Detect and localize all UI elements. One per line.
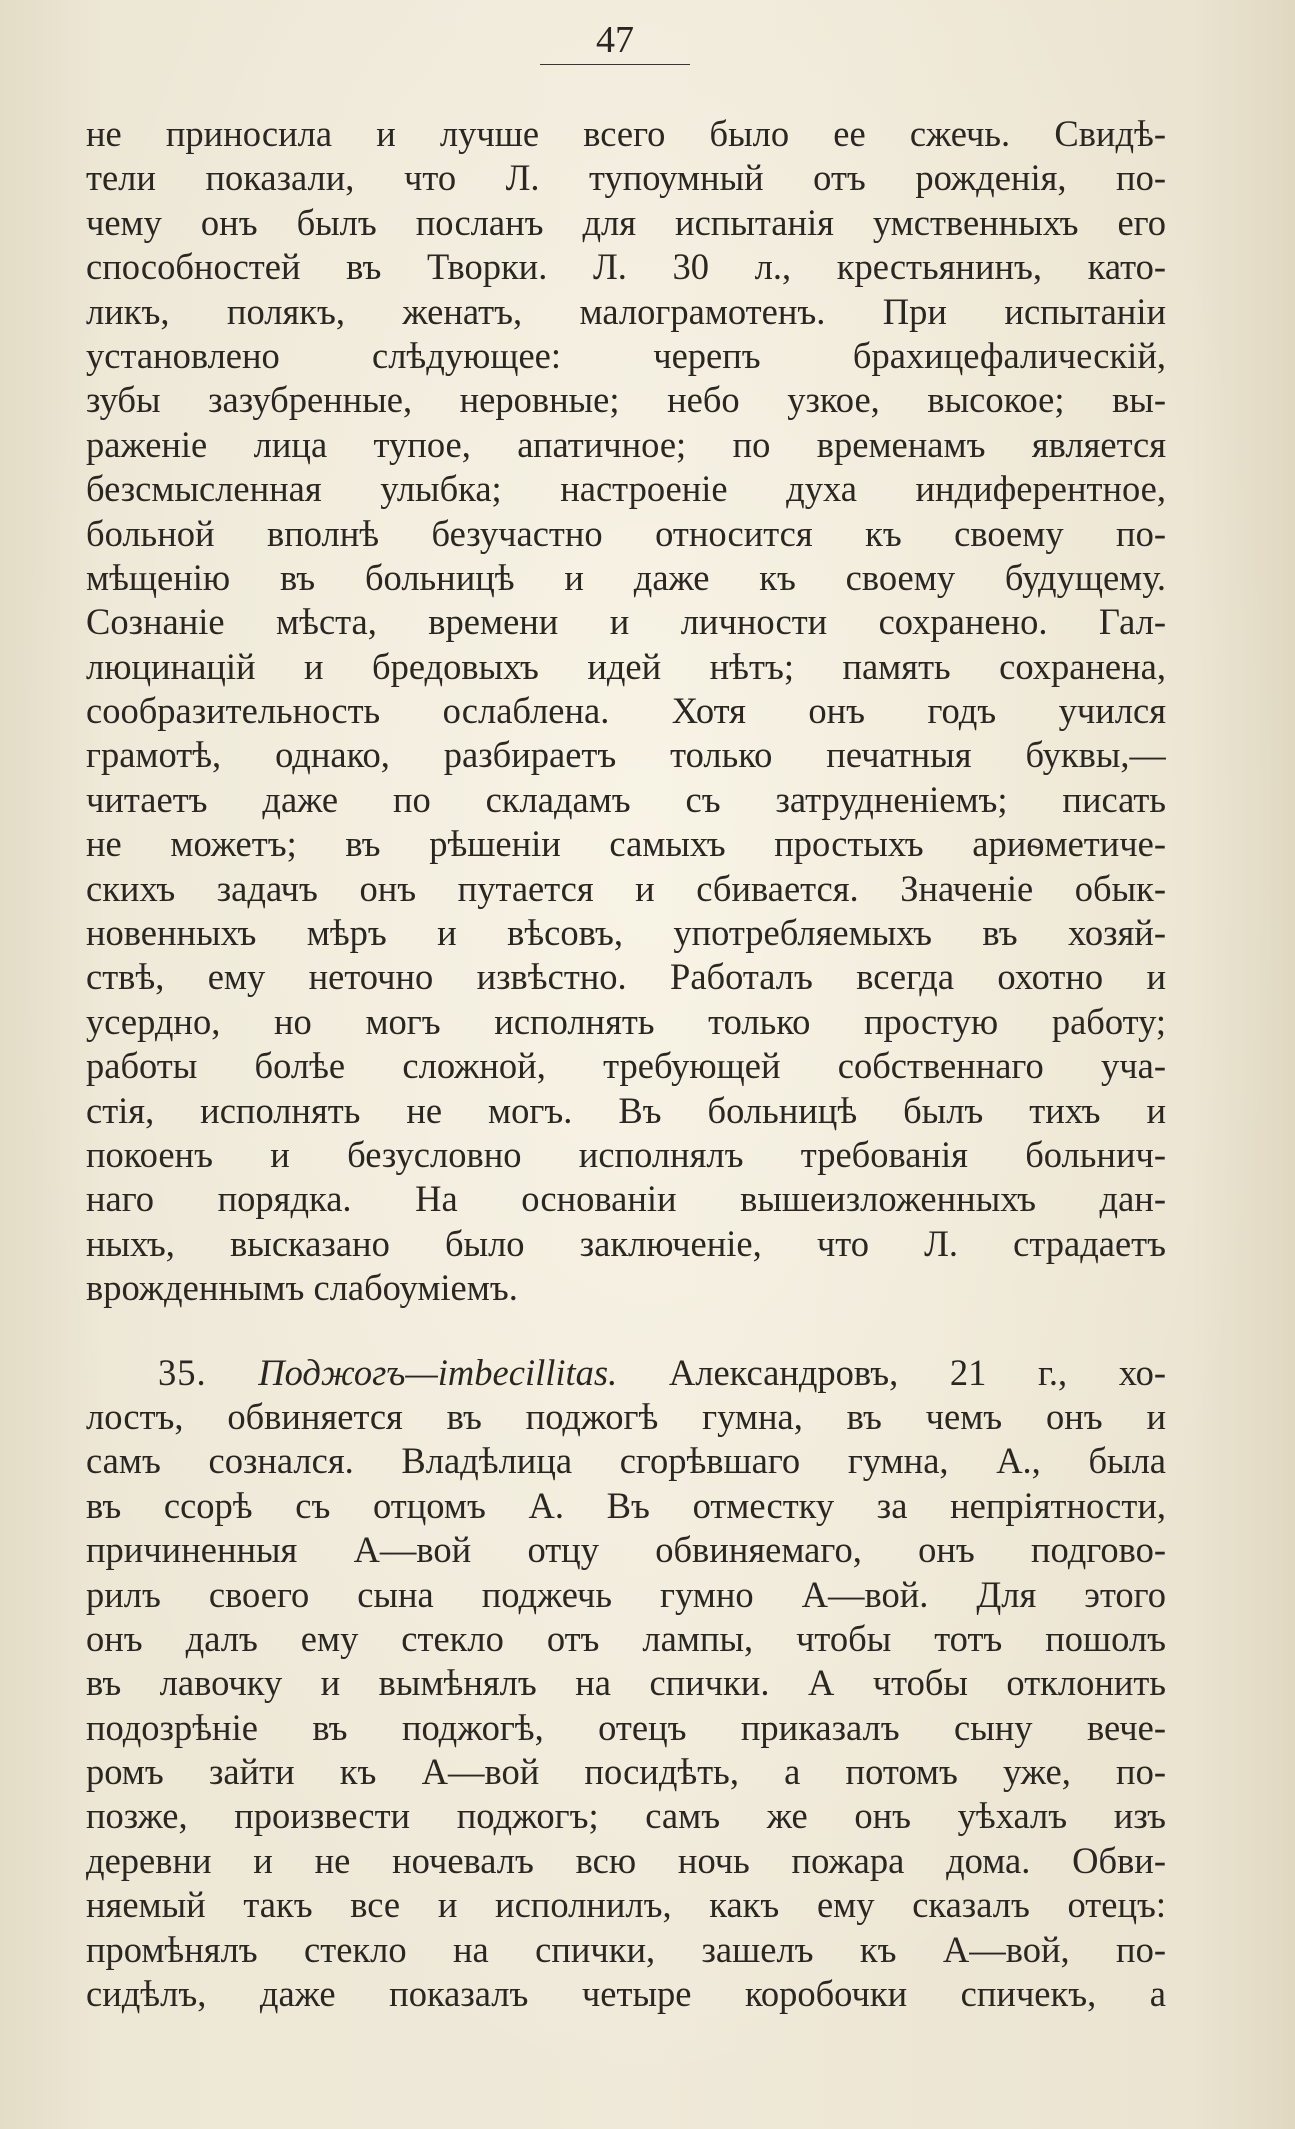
text-line: сидѣлъ, даже показалъ четыре коробочки спичекъ, а [86, 1973, 1166, 2015]
body-text [86, 112, 1166, 2016]
text-line: ромъ зайти къ А—вой посидѣть, а потомъ уже, по- [86, 1751, 1166, 1793]
text-line: въ ссорѣ съ отцомъ А. Въ отместку за непріятности, [86, 1484, 1166, 1526]
text-line: врожденнымъ слабоуміемъ. [86, 1267, 518, 1309]
text-line: подозрѣніе въ поджогѣ, отецъ приказалъ сыну вече- [86, 1706, 1166, 1748]
text-line: позже, произвести поджогъ; самъ же онъ уѣхалъ изъ [86, 1795, 1166, 1837]
text-line: самъ сознался. Владѣлица сгорѣвшаго гумна, А., была [86, 1440, 1166, 1482]
text-line: онъ далъ ему стекло отъ лампы, чтобы тотъ пошолъ [86, 1617, 1166, 1659]
text-line: люцинацій и бредовыхъ идей нѣтъ; память сохранена, [86, 645, 1166, 687]
text-line: безсмысленная улыбка; настроеніе духа индиферентное, [86, 468, 1166, 510]
text-line: ствѣ, ему неточно извѣстно. Работалъ всегда охотно и [86, 956, 1166, 998]
text-line: рилъ своего сына поджечь гумно А—вой. Для этого [86, 1573, 1166, 1615]
text-line: лостъ, обвиняется въ поджогѣ гумна, въ чемъ онъ и [86, 1395, 1166, 1437]
text-line: не можетъ; въ рѣшеніи самыхъ простыхъ ариѳметиче- [86, 823, 1166, 865]
paragraph-continued [86, 112, 1166, 1311]
text-line: работы болѣе сложной, требующей собственнаго уча- [86, 1045, 1166, 1087]
text-line: тели показали, что Л. тупоумный отъ рожденія, по- [86, 157, 1166, 199]
text-line: сообразительность ослаблена. Хотя онъ годъ учился [86, 690, 1166, 732]
case-heading-line [86, 1351, 1166, 1395]
text-line: чему онъ былъ посланъ для испытанія умственныхъ его [86, 201, 1166, 243]
text-line: установлено слѣдующее: черепъ брахицефалическій, [86, 334, 1166, 376]
text-line: ныхъ, высказано было заключеніе, что Л. страдаетъ [86, 1222, 1166, 1264]
text-line: грамотѣ, однако, разбираетъ только печатныя буквы,— [86, 734, 1166, 776]
text-line: не приносила и лучше всего было ее сжечь. Свидѣ- [86, 113, 1166, 154]
text-line: стія, исполнять не могъ. Въ больницѣ былъ тихъ и [86, 1089, 1166, 1131]
text-line: Сознаніе мѣста, времени и личности сохранено. Гал- [86, 601, 1166, 643]
text-line: мѣщенію въ больницѣ и даже къ своему будущему. [86, 556, 1166, 598]
header-rule [540, 64, 690, 65]
text-line: няемый такъ все и исполнилъ, какъ ему сказалъ отецъ: [86, 1884, 1166, 1926]
text-line: читаетъ даже по складамъ съ затрудненіемъ; писать [86, 778, 1166, 820]
text-line: наго порядка. На основаніи вышеизложенныхъ дан- [86, 1178, 1166, 1220]
text-line: въ лавочку и вымѣнялъ на спички. А чтобы отклонить [86, 1662, 1166, 1704]
text-line: усердно, но могъ исполнять только простую работу; [86, 1000, 1166, 1042]
text-line: причиненныя А—вой отцу обвиняемаго, онъ подгово- [86, 1529, 1166, 1571]
text-line: скихъ задачъ онъ путается и сбивается. Значеніе обык- [86, 867, 1166, 909]
case-number: 35. [158, 1351, 207, 1393]
text-line: деревни и не ночевалъ всю ночь пожара дома. Обви- [86, 1839, 1166, 1881]
text-line: ликъ, полякъ, женатъ, малограмотенъ. При испытаніи [86, 290, 1166, 332]
case-35-paragraph [86, 1351, 1166, 2017]
text-line: зубы зазубренные, неровные; небо узкое, высокое; вы- [86, 379, 1166, 421]
paragraph-gap [86, 1311, 1166, 1351]
text-line: раженіе лица тупое, апатичное; по временамъ является [86, 423, 1166, 465]
text-line: новенныхъ мѣръ и вѣсовъ, употребляемыхъ въ хозяй- [86, 912, 1166, 954]
page-header [540, 18, 690, 65]
text-line: покоенъ и безусловно исполнялъ требованія больнич- [86, 1133, 1166, 1175]
case-title: Поджогъ—imbecillitas. [258, 1351, 618, 1393]
case-first-line-text: Александровъ, 21 г., хо- [668, 1351, 1166, 1393]
text-line: больной вполнѣ безучастно относится къ своему по- [86, 512, 1166, 554]
text-line: промѣнялъ стекло на спички, зашелъ къ А—вой, по- [86, 1928, 1166, 1970]
page-number: 47 [596, 19, 634, 61]
text-line: способностей въ Творки. Л. 30 л., крестьянинъ, като- [86, 246, 1166, 288]
